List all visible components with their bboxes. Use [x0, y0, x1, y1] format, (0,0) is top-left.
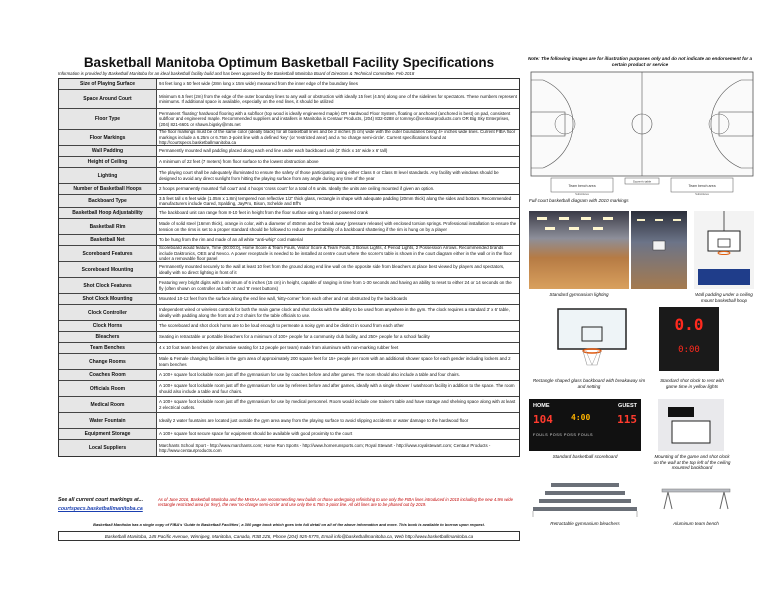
spec-label: Change Rooms [59, 354, 157, 369]
see-all-text: See all current court markings at... [58, 497, 144, 503]
wallclock-caption: Mounting of the game and shot clock on the wall at the top left of the ceiling mounted backboard [653, 454, 731, 471]
ceiling-lights-icon [631, 211, 687, 289]
spec-description: Permanently mounted wall padding placed along each end line under each backboard unit (2' thick x 16' wide x 6' tall) [159, 148, 388, 154]
wall-clock-photo [658, 399, 724, 451]
page-title: Basketball Manitoba Optimum Basketball Facility Specifications [83, 55, 495, 70]
spec-description: Marchants School Sport - http://www.marchants.com; Home Run Sports - http://www.homerunsports.com; Royal Stewart - http://www.royalstewart.com; Centaur Products - http://www.centaurproducts.com [159, 442, 491, 453]
address-text: Basketball Manitoba, 145 Pacific Avenue, Winnipeg, Manitoba, Canada, R3B 2Z6, Phone (204) 925-5775, Email info@basketballmanitoba.ca, Web http://www.basketballmanitoba.ca [104, 533, 474, 539]
substitutes-left-label: Substitutes [575, 192, 589, 196]
fiba-lines-note: As of June 2016, Basketball Manitoba and the MHSAA are recommending new builds or those undergoing refinishing to use only the FIBA lines introduced in 2010 including the new 4.9m wide rectangle restricted area (or 'key'), the new 'no-charge semi-circle' and use only the 6.75m 3-point line. All old lines are to be phased out by 2019. [158, 497, 513, 508]
scoreboard-guest-label: GUEST [618, 403, 637, 409]
intro-text: Information is provided by Basketball Manitoba for an ideal basketball facility build and has been approved by the Basketball Manitoba Board of Directors & Technical Committee. Feb 2018 [58, 71, 415, 76]
spec-description: The playing court shall be adequately illuminated to ensure the safety of those participating using either Class II or Class III level standards. Any facility with windows should be designed to avoid any direct sunlight from hitting the playing surface from any angle during any time of the year [159, 170, 499, 181]
spec-label: Basketball Rim [59, 219, 157, 234]
bleachers-photo [529, 475, 641, 518]
court-diagram [529, 70, 755, 196]
spec-description: Male & Female changing facilities in the gym area of approximately 200 square feet for 15+ people per room with an additional shower space for each gender including lockers and 2 team benches [159, 356, 511, 367]
spec-label: Shot Clock Mounting [59, 294, 157, 304]
court-specs-link[interactable]: courtspecs.basketballmanitoba.ca [58, 506, 143, 512]
scoreboard-guest-score: 115 [617, 413, 637, 426]
spec-row [59, 90, 519, 109]
shotclock-caption: Standard shot clock to rest with game time in yellow lights [660, 378, 724, 389]
spec-description: Seating in retractable or portable bleachers for a minimum of 100+ people for a community club facility, and 250+ people for a school facility [159, 334, 430, 340]
hoop-caption: Wall padding under a ceiling mount basketball hoop [695, 292, 753, 303]
court-caption: Full court basketball diagram with 2010 markings [529, 198, 629, 203]
spec-label: Height of Ceiling [59, 157, 157, 167]
spec-row [59, 278, 519, 294]
spec-label: Scoreboard Features [59, 246, 157, 261]
spec-row [59, 146, 519, 157]
spec-row [59, 130, 519, 146]
spec-row [59, 157, 519, 168]
spec-row [59, 195, 519, 208]
spec-label: Local Suppliers [59, 440, 157, 456]
bleachers-caption: Retractable gymnasium bleachers [550, 521, 620, 526]
backboard-icon [556, 307, 628, 369]
spec-description: Minimum 6.5 feet (2m) from the edge of the outer boundary lines to any wall or obstruction with ideally 15 feet (4.5m) along one of the sidelines for spectators. These numbers represent minimums. If additional space is available, especially on the end lines, it should be utilized [159, 93, 517, 104]
spec-row [59, 381, 519, 397]
spec-row [59, 168, 519, 184]
spec-label: Basketball Net [59, 235, 157, 245]
spec-label: Number of Basketball Hoops [59, 184, 157, 194]
spec-description: The scoreboard and shot clock horns are to be loud enough to permeate a noisy gym and be distinct in sound from each other [159, 323, 404, 329]
scoreboard-home-label: HOME [533, 403, 550, 409]
spec-row [59, 413, 519, 429]
spec-row [59, 354, 519, 370]
spec-description: Made of solid steel (16mm thick), orange in color, with a diameter of 450mm and be 'break away' (pressure release) with enclosed torsion springs. Professional installation to ensure the tension on the rims is set to a proper standard should be followed to reduce the probability of a backboard shattering if the rim is hung on by a player [159, 221, 517, 232]
backboard-caption: Rectangle shaped glass backboard with breakaway rim and netting [532, 378, 646, 389]
spec-label: Lighting [59, 168, 157, 183]
scoreboard-caption: Standard basketball scoreboard [552, 454, 618, 459]
spec-label: Backboard Type [59, 195, 157, 207]
spec-description: Permanent 'floating' hardwood flooring with a subfloor (top wood is ideally engineered maple) OR Hardwood Floor System, floating or anchored (anchored is best) on pad, consistent subfloor and engineered maple. Recommended suppliers and installers in Manitoba is Centaur Products, (204) 832-0288 or tommyc@centaurproducts.com OR Big Sky Enterprises, (204) 821-6601 or shawn.bigsky@mts.net [159, 110, 511, 127]
shot-clock-photo [659, 307, 719, 371]
gym-lighting-photo [529, 211, 629, 289]
spec-description: Featuring very bright digits with a minimum of 6 inches (15 cm) in height, capable of ranging in time from 1-30 seconds and having an ability to reset to either 24 or 14 seconds on the fly (often shown on controller as both '4' and '8' reset buttons) [159, 280, 512, 291]
team-bench-photo [658, 475, 734, 518]
spec-description: To be hung from the rim and made of an all white "anti-whip" cord material [159, 237, 303, 243]
spec-description: Scoreboard would feature, Time (00:00:0), Home Score & Team Fouls, Visitor Score & Team Fouls, 2 Bonus Lights, 4 Period Lights, 2 Possession Arrows. Recommended brands include Daktronics, OES and Nevco. A power receptacle is needed to be installed at centre court where the scorer's table is shown in the court diagram either in the wall or in the floor under a removable floor panel [159, 246, 513, 261]
aluminum-bench-icon [658, 475, 734, 518]
bench-caption: Aluminum team bench [673, 521, 719, 526]
spec-row [59, 343, 519, 354]
spec-label: Equipment Storage [59, 429, 157, 439]
spec-description: Independent wired or wireless controls for both the main game clock and shot clocks with the ability to be used from anywhere in the gym. The clock requires a standard 3' x 6' table, ideally with padding along the front and 2-3 chairs for the table officials to use. [159, 307, 510, 318]
spec-description: 94 feet long x 50 feet wide (28m long x 15m wide) measured from the inner edge of the boundary lines [159, 81, 358, 87]
spec-label: Team Benches [59, 343, 157, 353]
spec-label: Scoreboard Mounting [59, 262, 157, 277]
team-bench-left-label: Team bench area [568, 184, 596, 188]
spec-label: Shot Clock Features [59, 278, 157, 293]
spec-row [59, 208, 519, 219]
ceiling-hoop-photo [694, 211, 754, 289]
spec-row [59, 305, 519, 321]
spec-label: Size of Playing Surface [59, 79, 157, 89]
spec-row [59, 219, 519, 235]
spec-row [59, 332, 519, 343]
spec-description: The backboard unit can range from 8-10 feet in height from the floor surface using a hand or powered crank [159, 210, 368, 216]
spec-row [59, 235, 519, 246]
spec-row [59, 294, 519, 305]
basketball-hoop-icon [694, 211, 754, 289]
scoreboard-home-score: 104 [533, 413, 553, 426]
specifications-table [58, 78, 520, 457]
spec-description: A 100+ square foot secure space for equipment should be available with good proximity to the court [159, 431, 353, 437]
scoreboard-row-labels: FOULS POSS POSS FOULS [533, 433, 594, 437]
see-all-markings [58, 497, 156, 512]
team-bench-right-label: Team bench area [688, 184, 716, 188]
spec-description: A 100+ square foot lockable room just off the gymnasium for use by referees before and after games, ideally with a single shower / washroom facility in addition to the space. The room should also include a table and four chairs. [159, 383, 515, 394]
fiba-guide-footnote: Basketball Manitoba has a single copy of FIBA's 'Guide to Basketball Facilities', a 300 page book which goes into full detail on all of the above information and more. This book is available to borrow upon request. [93, 522, 485, 527]
spec-row [59, 79, 519, 90]
spec-description: 2 hoops permanently mounted 'full court' and 4 hoops 'cross court' for a total of 6 units. Ideally the units are ceiling mounted if given an option. [159, 186, 435, 192]
spec-description: A 100+ square foot lockable room just off the gymnasium for use by medical personnel. Room would include one trainer's table and have storage and shelving space along with at least 2 electrical outlets. [159, 399, 516, 410]
contact-address [58, 531, 520, 541]
spec-label: Floor Markings [59, 130, 157, 145]
spec-label: Space Around Court [59, 90, 157, 108]
glass-backboard-photo [556, 307, 628, 369]
wall-mounted-clock-icon [658, 399, 724, 451]
spec-row [59, 440, 519, 456]
substitutes-right-label: Substitutes [695, 192, 709, 196]
bleachers-icon [529, 475, 641, 518]
shot-clock-digits: 0.0 [674, 315, 704, 334]
spec-row [59, 246, 519, 262]
spec-row [59, 184, 519, 195]
spec-label: Clock Horns [59, 321, 157, 331]
light-fixtures-icon [529, 211, 629, 289]
spec-label: Water Fountain [59, 413, 157, 428]
spec-description: 3.5 feet tall x 6 feet wide (1.05m x 1.8m) tempered non reflective 1/2" thick glass, rectangle in shape with adequate padding (20mm thick) along the sides and bottom. Recommended manufacturers include Gared, Spalding, JayPro, Bison, Schelde and Bff's [159, 195, 512, 206]
spec-label: Floor Type [59, 109, 157, 129]
spec-description: A 100+ square foot lockable room just off the gymnasium for use by coaches before and after games. The room should also include a table and four chairs. [159, 372, 460, 378]
spec-row [59, 262, 519, 278]
spec-label: Basketball Hoop Adjustability [59, 208, 157, 218]
spec-label: Officials Room [59, 381, 157, 396]
scoreboard-time: 4:00 [571, 413, 591, 422]
spec-label: Bleachers [59, 332, 157, 342]
gym-interior-photo [631, 211, 687, 289]
spec-description: The floor markings must be of the same color (ideally black) for all basketball lines and be 2 inches (5 cm) wide with the outer boundaries being 4+ inches wide lines. Current FIBA floor markings include a 6.25m or 6.75m 3-point line with a defined 'key' (or 'restricted area') and a 'no charge semi-circle'. Current specifications found at http://courtspecs.basketballmanitoba.ca [159, 130, 516, 145]
spec-description: Permanently mounted securely to the wall at least 10 feet from the ground along end line wall on the opposite side from bleachers at place best viewed by players and spectators, ideally with no direct lighting in front of it [159, 264, 505, 275]
spec-row [59, 397, 519, 413]
scorers-table-label: Scorer's table [632, 179, 652, 184]
illustration-disclaimer: Note: The following images are for illustration purposes only and do not indicate an endorsement for a certain product or service [527, 56, 753, 67]
spec-row [59, 370, 519, 381]
spec-row [59, 109, 519, 130]
shot-clock-game-time: 0:00 [678, 345, 700, 355]
spec-label: Coaches Room [59, 370, 157, 380]
spec-description: 4 x 10 foot team benches (or alternative seating for 12 people per team) made from aluminum with non-marking rubber feet [159, 345, 399, 351]
spec-description: Ideally 2 water fountains are located just outside the gym area away from the playing surface to avoid slipping accidents or water damage to the hardwood floor [159, 417, 469, 423]
spec-row [59, 429, 519, 440]
spec-label: Medical Room [59, 397, 157, 412]
scoreboard-photo [529, 399, 641, 451]
spec-description: A minimum of 22 feet (7 meters) from floor surface to the lowest obstruction above [159, 159, 319, 165]
spec-description: Mounted 10-12 feet from the surface along the end line wall, 'kitty-corner' from each other and not obstructed by the backboards [159, 296, 408, 302]
spec-label: Clock Controller [59, 305, 157, 320]
spec-label: Wall Padding [59, 146, 157, 156]
lighting-caption: Standard gymnasium lighting [549, 292, 609, 297]
spec-row [59, 321, 519, 332]
